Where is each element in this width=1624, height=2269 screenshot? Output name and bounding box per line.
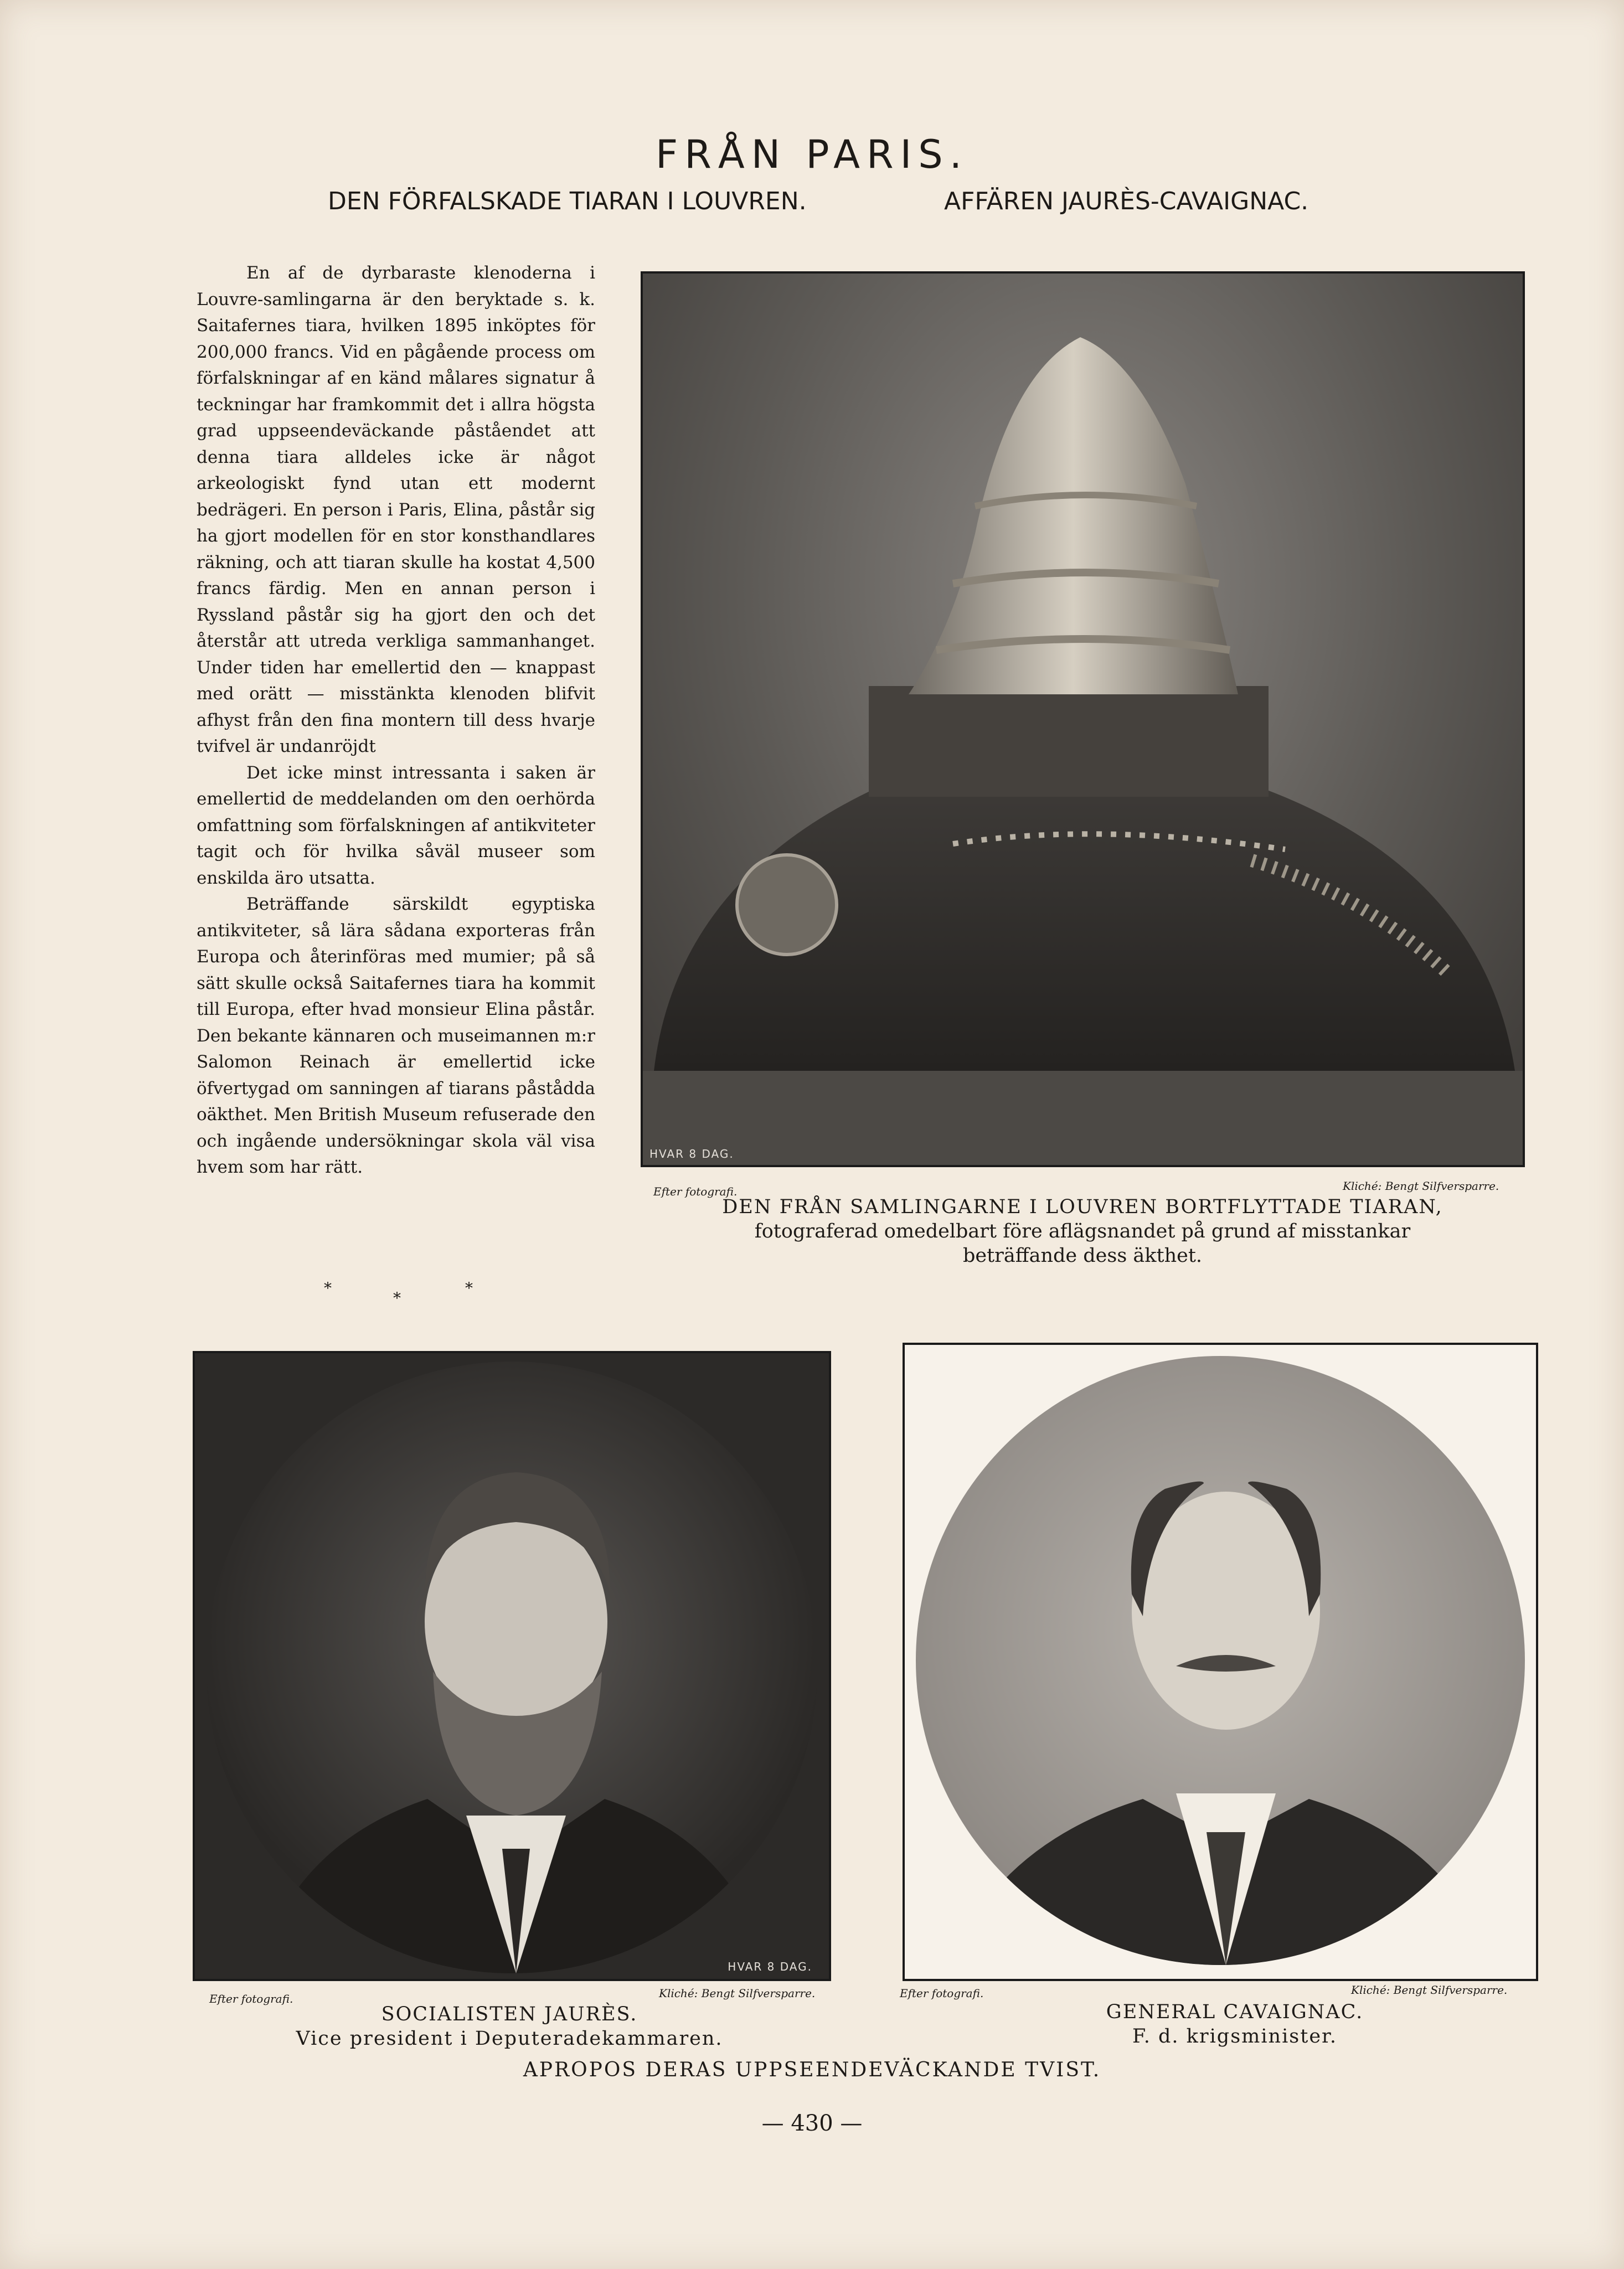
article-paragraph-3: Beträffande särskildt egyptiska antikviteter, så lära sådana exporteras från Europa och återinföras med mumier; på så sätt skulle också Saitafernes tiara ha kommit till Europa, efter hvad monsieur Elina påstår. Den bekante kännaren och museimannen m:r Salomon Reinach är emellertid icke öfvertygad om sanningen af tiarans påstådda oäkthet. Men British Museum refuserade den och ingående undersökningar skola väl visa hvem som har rätt.: [197, 894, 595, 1177]
jaures-credit-photographer: Efter fotografi.: [209, 1992, 293, 2005]
cavaignac-credit-cliche: Kliché: Bengt Silfversparre.: [1351, 1983, 1508, 1997]
jaures-caption: [210, 2002, 808, 2051]
tiara-credit-photographer: Efter fotografi.: [653, 1185, 738, 1198]
tiara-illustration: [643, 274, 1523, 1165]
separator-star: *: [465, 1279, 473, 1297]
separator-star: *: [324, 1279, 332, 1297]
article-paragraph-1: En af de dyrbaraste klenoderna i Louvre-samlingarna är den beryktade s. k. Saitafernes tiara, hvilken 1895 inköptes för 200,000 francs. Vid en pågående process om förfalskningar af en känd målares signatur å teckningar har framkommit det i allra högsta grad uppseendeväckande påståendet att denna tiara alldeles icke är något arkeologiskt fynd utan ett modernt bedrägeri. En person i Paris, Elina, påstår sig ha gjort modellen för en stor konsthandlares räkning, och att tiaran skulle ha kostat 4,500 francs färdig. Men en annan person i Ryssland påstår sig ha gjort den och det återstår att utreda verkliga sammanhanget. Under tiden har emellertid den — knappast med orätt — misstänkta klenoden blifvit afhyst från den fina montern till dess hvarje tvifvel är undanröjdt: [197, 263, 595, 756]
tiara-caption-text: fotograferad omedelbart före aflägsnandet på grund af misstankar beträffande dess äkthet.: [754, 1220, 1411, 1267]
cavaignac-caption-role: F. d. krigsminister.: [1132, 2025, 1338, 2048]
jaures-portrait: [206, 1362, 818, 1973]
tiara-credit-cliche: Kliché: Bengt Silfversparre.: [1343, 1179, 1499, 1193]
page-title: FRÅN PARIS.: [656, 132, 968, 177]
jaures-photo: [193, 1351, 831, 1981]
tiara-photo: [641, 271, 1525, 1167]
page-number: — 430 —: [761, 2111, 863, 2136]
cavaignac-portrait-oval: [916, 1356, 1525, 1965]
separator-star: *: [393, 1289, 401, 1307]
jaures-caption-role: Vice president i Deputeradekammaren.: [296, 2028, 723, 2050]
tiara-caption-title: DEN FRÅN SAMLINGARNE I LOUVREN BORTFLYTTADE TIARAN,: [722, 1196, 1443, 1218]
cavaignac-caption: [936, 2000, 1534, 2049]
article-paragraph-2: Det icke minst intressanta i saken är emellertid de meddelanden om den oerhörda omfattning som förfalskningen af antikviteter tagit och för hvilka såväl museer som enskilda äro utsatta.: [197, 762, 595, 888]
cavaignac-credit-photographer: Efter fotografi.: [900, 1987, 984, 2000]
shared-caption: APROPOS DERAS UPPSEENDEVÄCKANDE TVIST.: [523, 2059, 1101, 2081]
section-separator: [324, 1279, 490, 1312]
subtitle-tiara: DEN FÖRFALSKADE TIARAN I LOUVREN.: [328, 187, 807, 215]
subtitle-affair: AFFÄREN JAURÈS-CAVAIGNAC.: [944, 187, 1309, 215]
photo-stamp: HVAR 8 DAG.: [649, 1147, 734, 1161]
cavaignac-caption-name: GENERAL CAVAIGNAC.: [1106, 2001, 1364, 2023]
article-column: [197, 260, 595, 1181]
jaures-portrait-oval: [206, 1362, 818, 1973]
jaures-caption-name: SOCIALISTEN JAURÈS.: [381, 2003, 638, 2025]
cavaignac-portrait: [916, 1356, 1525, 1965]
jaures-credit-cliche: Kliché: Bengt Silfversparre.: [659, 1987, 816, 2000]
photo-stamp: HVAR 8 DAG.: [728, 1960, 812, 1973]
tiara-caption: [648, 1195, 1517, 1268]
cavaignac-photo: [903, 1343, 1538, 1981]
